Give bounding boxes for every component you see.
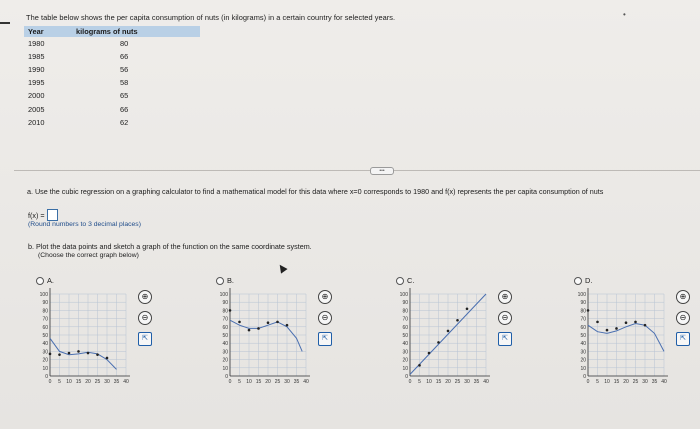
y-tick-label: 20 [222,357,228,364]
x-tick-label: 5 [596,379,599,385]
option-c[interactable] [388,276,538,396]
table-cell-kg: 66 [120,104,129,114]
y-tick-label: 40 [222,341,228,348]
y-tick-label: 30 [580,349,586,356]
table-row [24,50,200,63]
option-b-text: B. [227,276,234,285]
y-tick-label: 100 [39,292,48,298]
data-point [276,321,279,324]
mouse-cursor-icon [276,262,287,273]
part-a-prompt: a. Use the cubic regression on a graphing calculator to find a mathematical model for this data where x=0 corresponds to 1980 and f(x) represents the per capita consumption of nuts [27,187,604,196]
data-point [87,352,90,355]
data-point [68,352,71,355]
y-tick-label: 70 [222,316,228,323]
data-point [96,353,99,356]
x-tick-label: 35 [113,379,120,385]
x-tick-label: 40 [123,379,129,385]
data-point [587,309,590,312]
option-d-tools [676,290,690,346]
data-point [248,329,251,332]
y-tick-label: 50 [580,333,586,339]
x-tick-label: 25 [94,379,101,385]
table-cell-year: 2010 [28,117,45,127]
y-tick-label: 0 [225,374,228,380]
y-tick-label: 100 [399,292,408,298]
table-row [24,76,200,89]
expand-chip[interactable]: ••• [370,167,394,175]
y-tick-label: 50 [402,333,408,339]
x-tick-label: 0 [408,379,412,385]
y-tick-label: 10 [222,365,228,372]
data-point [437,341,440,344]
fx-answer-input[interactable] [47,209,58,221]
x-tick-label: 35 [651,379,658,385]
data-point [238,321,241,324]
y-tick-label: 40 [402,341,408,348]
y-tick-label: 0 [405,374,408,380]
y-tick-label: 20 [402,357,408,364]
data-point [428,352,431,355]
model-curve [230,320,302,351]
y-tick-label: 80 [222,308,228,315]
x-tick-label: 5 [238,379,241,385]
option-b-tools [318,290,332,346]
y-tick-label: 60 [580,324,586,331]
zoom-out-icon[interactable]: ⊖ [676,311,690,325]
y-tick-label: 90 [580,300,586,307]
data-point [447,330,450,333]
table-header-year: Year [24,26,72,37]
x-tick-label: 40 [661,379,667,385]
y-tick-label: 90 [402,300,408,307]
table-cell-year: 1995 [28,78,45,88]
y-tick-label: 10 [402,365,408,372]
x-tick-label: 40 [303,379,309,385]
y-tick-label: 50 [222,333,228,339]
y-tick-label: 0 [583,374,586,380]
table-cell-kg: 66 [120,52,129,62]
table-row [24,102,200,115]
data-point [49,353,52,356]
y-tick-label: 100 [577,292,586,298]
y-tick-label: 60 [42,324,48,331]
graph-b [208,286,312,388]
x-tick-label: 15 [435,379,442,385]
x-tick-label: 10 [246,379,252,385]
y-tick-label: 70 [580,316,586,323]
x-tick-label: 10 [604,379,610,385]
y-tick-label: 30 [222,349,228,356]
x-tick-label: 10 [66,379,72,385]
x-tick-label: 15 [613,379,620,385]
x-tick-label: 25 [632,379,639,385]
open-new-icon[interactable]: ⇱ [138,332,152,346]
zoom-in-icon[interactable]: ⊕ [498,290,512,304]
x-tick-label: 25 [454,379,461,385]
x-tick-label: 25 [274,379,281,385]
choose-instruction: (Choose the correct graph below) [38,252,139,259]
y-tick-label: 30 [402,349,408,356]
zoom-in-icon[interactable]: ⊕ [676,290,690,304]
table-cell-kg: 65 [120,91,129,101]
section-divider [14,170,700,171]
open-new-icon[interactable]: ⇱ [498,332,512,346]
dot-icon: • [623,10,626,19]
zoom-in-icon[interactable]: ⊕ [138,290,152,304]
option-a-text: A. [47,276,54,285]
y-tick-label: 90 [42,300,48,307]
option-d-text: D. [585,276,593,285]
data-point [644,324,647,327]
data-point [634,321,637,324]
data-point [286,324,289,327]
x-tick-label: 30 [284,379,290,385]
open-new-icon[interactable]: ⇱ [676,332,690,346]
table-cell-year: 2000 [28,91,45,101]
table-row [24,116,200,129]
part-b-prompt: b. Plot the data points and sketch a graph of the function on the same coordinate system. [28,242,312,251]
x-tick-label: 30 [464,379,470,385]
x-tick-label: 0 [228,379,232,385]
y-tick-label: 60 [402,324,408,331]
x-tick-label: 30 [104,379,110,385]
data-point [466,307,469,310]
option-c-tools [498,290,512,346]
zoom-out-icon[interactable]: ⊖ [318,311,332,325]
radio-a[interactable] [36,277,44,285]
data-point [615,327,618,330]
y-tick-label: 80 [42,308,48,315]
y-tick-label: 90 [222,300,228,307]
table-cell-year: 1980 [28,39,45,49]
data-point [58,353,61,356]
x-tick-label: 0 [586,379,590,385]
graph-a [28,286,132,388]
open-new-icon[interactable]: ⇱ [318,332,332,346]
option-a-tools [138,290,152,346]
data-point [596,321,599,324]
table-cell-kg: 80 [120,39,129,49]
left-marker [0,22,10,24]
radio-b[interactable] [216,277,224,285]
y-tick-label: 40 [580,341,586,348]
table-cell-kg: 56 [120,65,129,75]
data-point [229,309,232,312]
fx-label: f(x) = [28,210,45,220]
table-cell-kg: 62 [120,117,129,127]
option-c-label[interactable] [396,276,414,285]
data-point [77,350,80,353]
table-header-row [24,26,200,37]
rounding-hint: (Round numbers to 3 decimal places) [28,221,141,228]
y-tick-label: 80 [402,308,408,315]
y-tick-label: 10 [42,365,48,372]
y-tick-label: 40 [42,341,48,348]
x-tick-label: 15 [255,379,262,385]
x-tick-label: 20 [623,379,629,385]
option-a[interactable] [28,276,178,396]
y-tick-label: 20 [580,357,586,364]
y-tick-label: 60 [222,324,228,331]
y-tick-label: 10 [580,365,586,372]
data-point [106,357,109,360]
radio-d[interactable] [574,277,582,285]
zoom-out-icon[interactable]: ⊖ [138,311,152,325]
x-tick-label: 15 [75,379,82,385]
radio-c[interactable] [396,277,404,285]
y-tick-label: 30 [42,349,48,356]
table-header-kg: kilograms of nuts [72,26,200,37]
zoom-in-icon[interactable]: ⊕ [318,290,332,304]
consumption-table [24,26,200,129]
graph-d [566,286,670,388]
data-point [267,321,270,324]
x-tick-label: 35 [473,379,480,385]
x-tick-label: 40 [483,379,489,385]
data-point [606,329,609,332]
option-a-label[interactable] [36,276,54,285]
table-row [24,89,200,102]
y-tick-label: 70 [402,316,408,323]
option-c-text: C. [407,276,415,285]
x-tick-label: 30 [642,379,648,385]
y-tick-label: 20 [42,357,48,364]
zoom-out-icon[interactable]: ⊖ [498,311,512,325]
y-tick-label: 80 [580,308,586,315]
table-cell-year: 1990 [28,65,45,75]
y-tick-label: 0 [45,374,48,380]
x-tick-label: 10 [426,379,432,385]
graph-c [388,286,492,388]
option-b[interactable] [208,276,358,396]
data-point [456,319,459,322]
option-d[interactable] [566,276,700,396]
x-tick-label: 0 [48,379,52,385]
table-row [24,63,200,76]
option-b-label[interactable] [216,276,234,285]
x-tick-label: 5 [418,379,421,385]
table-cell-kg: 58 [120,78,129,88]
data-point [257,327,260,330]
table-cell-year: 2005 [28,104,45,114]
x-tick-label: 20 [85,379,91,385]
option-d-label[interactable] [574,276,592,285]
x-tick-label: 20 [265,379,271,385]
data-point [418,364,421,367]
x-tick-label: 5 [58,379,61,385]
fx-row [28,209,58,221]
y-tick-label: 70 [42,316,48,323]
table-row [24,37,200,50]
x-tick-label: 35 [293,379,300,385]
x-tick-label: 20 [445,379,451,385]
y-tick-label: 50 [42,333,48,339]
table-cell-year: 1985 [28,52,45,62]
y-tick-label: 100 [219,292,228,298]
question-intro: The table below shows the per capita consumption of nuts (in kilograms) in a certain country for selected years. [26,13,396,22]
data-point [625,321,628,324]
